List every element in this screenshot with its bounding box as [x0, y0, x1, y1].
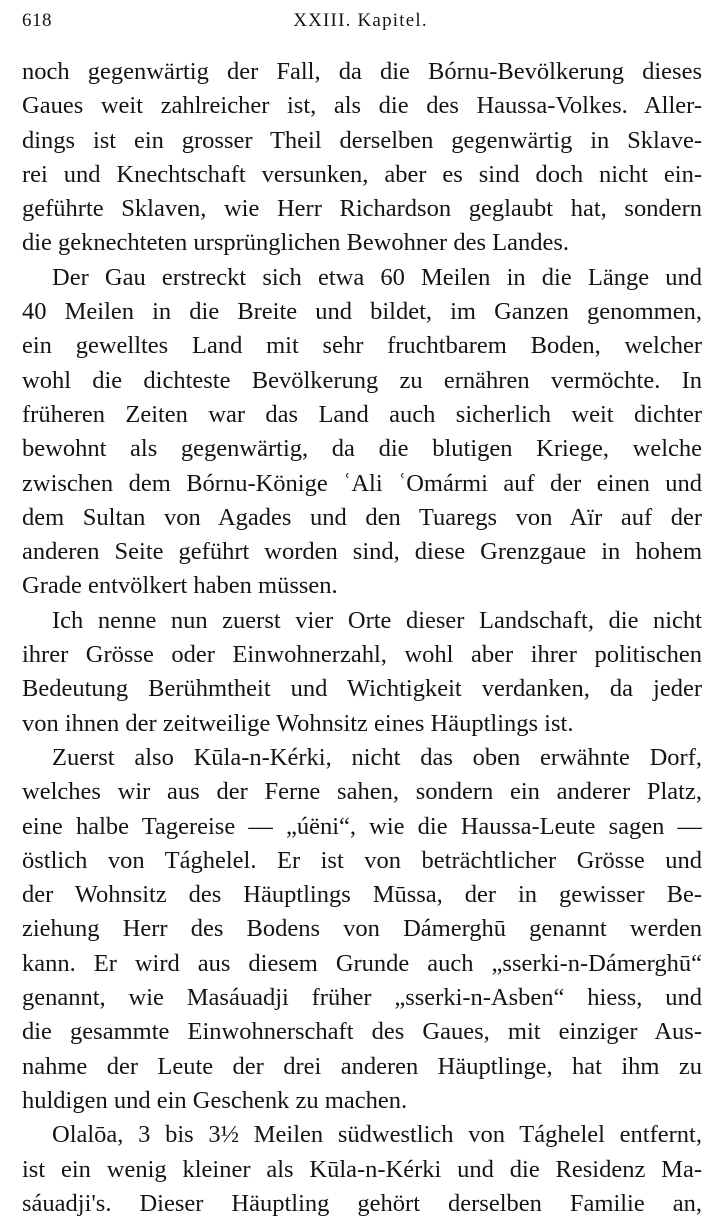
- text-line: 40 Meilen in die Breite und bildet, im Ganzen genommen,: [22, 298, 702, 326]
- running-head: [22, 10, 699, 40]
- text-line: anderen Seite geführt worden sind, diese Grenzgaue in hohem: [22, 538, 702, 566]
- text-line: zwischen dem Bórnu-Könige ʿAli ʿOmármi auf der einen und: [22, 469, 702, 497]
- text-line: Gaues weit zahlreicher ist, als die des Haussa-Volkes. Aller-: [22, 92, 702, 120]
- text-line: Bedeutung Berühmtheit und Wichtigkeit verdanken, da jeder: [22, 675, 702, 703]
- text-line: sáuadji's. Dieser Häuptling gehört derselben Familie an,: [22, 1189, 702, 1217]
- text-line: ihrer Grösse oder Einwohnerzahl, wohl aber ihrer politischen: [22, 641, 702, 669]
- text-line: früheren Zeiten war das Land auch sicherlich weit dichter: [22, 400, 702, 428]
- text-line: dings ist ein grosser Theil derselben gegenwärtig in Sklave-: [22, 126, 702, 154]
- page-number: 618: [22, 10, 52, 31]
- text-line: Olalōa, 3 bis 3½ Meilen südwestlich von Tághelel entfernt,: [52, 1121, 702, 1149]
- body-text: [22, 55, 702, 1221]
- text-line: welches wir aus der Ferne sahen, sondern ein anderer Platz,: [22, 778, 702, 806]
- text-line: genannt, wie Masáuadji früher „sserki-n-Asben“ hiess, und: [22, 984, 702, 1012]
- text-line: ein gewelltes Land mit sehr fruchtbarem Boden, welcher: [22, 332, 702, 360]
- text-line: dem Sultan von Agades und den Tuaregs von Aïr auf der: [22, 503, 702, 531]
- text-line: nahme der Leute der drei anderen Häuptlinge, hat ihm zu: [22, 1052, 702, 1080]
- text-line: ziehung Herr des Bodens von Dámerghū genannt werden: [22, 915, 702, 943]
- text-line: der Wohnsitz des Häuptlings Mūssa, der in gewisser Be-: [22, 881, 702, 909]
- text-line: die geknechteten ursprünglichen Bewohner des Landes.: [22, 229, 569, 257]
- text-line: kann. Er wird aus diesem Grunde auch „sserki-n-Dámerghū“: [22, 949, 702, 977]
- text-line: östlich von Tághelel. Er ist von beträchtlicher Grösse und: [22, 846, 702, 874]
- text-line: wohl die dichteste Bevölkerung zu ernähren vermöchte. In: [22, 366, 702, 394]
- text-line: Grade entvölkert haben müssen.: [22, 572, 338, 600]
- text-line: von ihnen der zeitweilige Wohnsitz eines Häuptlings ist.: [22, 709, 574, 737]
- text-line: ist ein wenig kleiner als Kūla-n-Kérki und die Residenz Ma-: [22, 1155, 702, 1183]
- text-line: noch gegenwärtig der Fall, da die Bórnu-Bevölkerung dieses: [22, 58, 702, 85]
- text-line: rei und Knechtschaft versunken, aber es sind doch nicht ein-: [22, 160, 702, 188]
- text-line: die gesammte Einwohnerschaft des Gaues, mit einziger Aus-: [22, 1018, 702, 1046]
- text-line: Der Gau erstreckt sich etwa 60 Meilen in die Länge und: [52, 263, 702, 291]
- text-line: Ich nenne nun zuerst vier Orte dieser Landschaft, die nicht: [52, 606, 702, 634]
- text-line: eine halbe Tagereise — „úëni“, wie die Haussa-Leute sagen —: [22, 812, 702, 840]
- text-line: bewohnt als gegenwärtig, da die blutigen Kriege, welche: [22, 435, 702, 463]
- text-line: huldigen und ein Geschenk zu machen.: [22, 1086, 408, 1114]
- text-line: Zuerst also Kūla-n-Kérki, nicht das oben erwähnte Dorf,: [52, 743, 702, 771]
- text-line: geführte Sklaven, wie Herr Richardson geglaubt hat, sondern: [22, 195, 702, 223]
- chapter-title: XXIII. Kapitel.: [293, 10, 428, 31]
